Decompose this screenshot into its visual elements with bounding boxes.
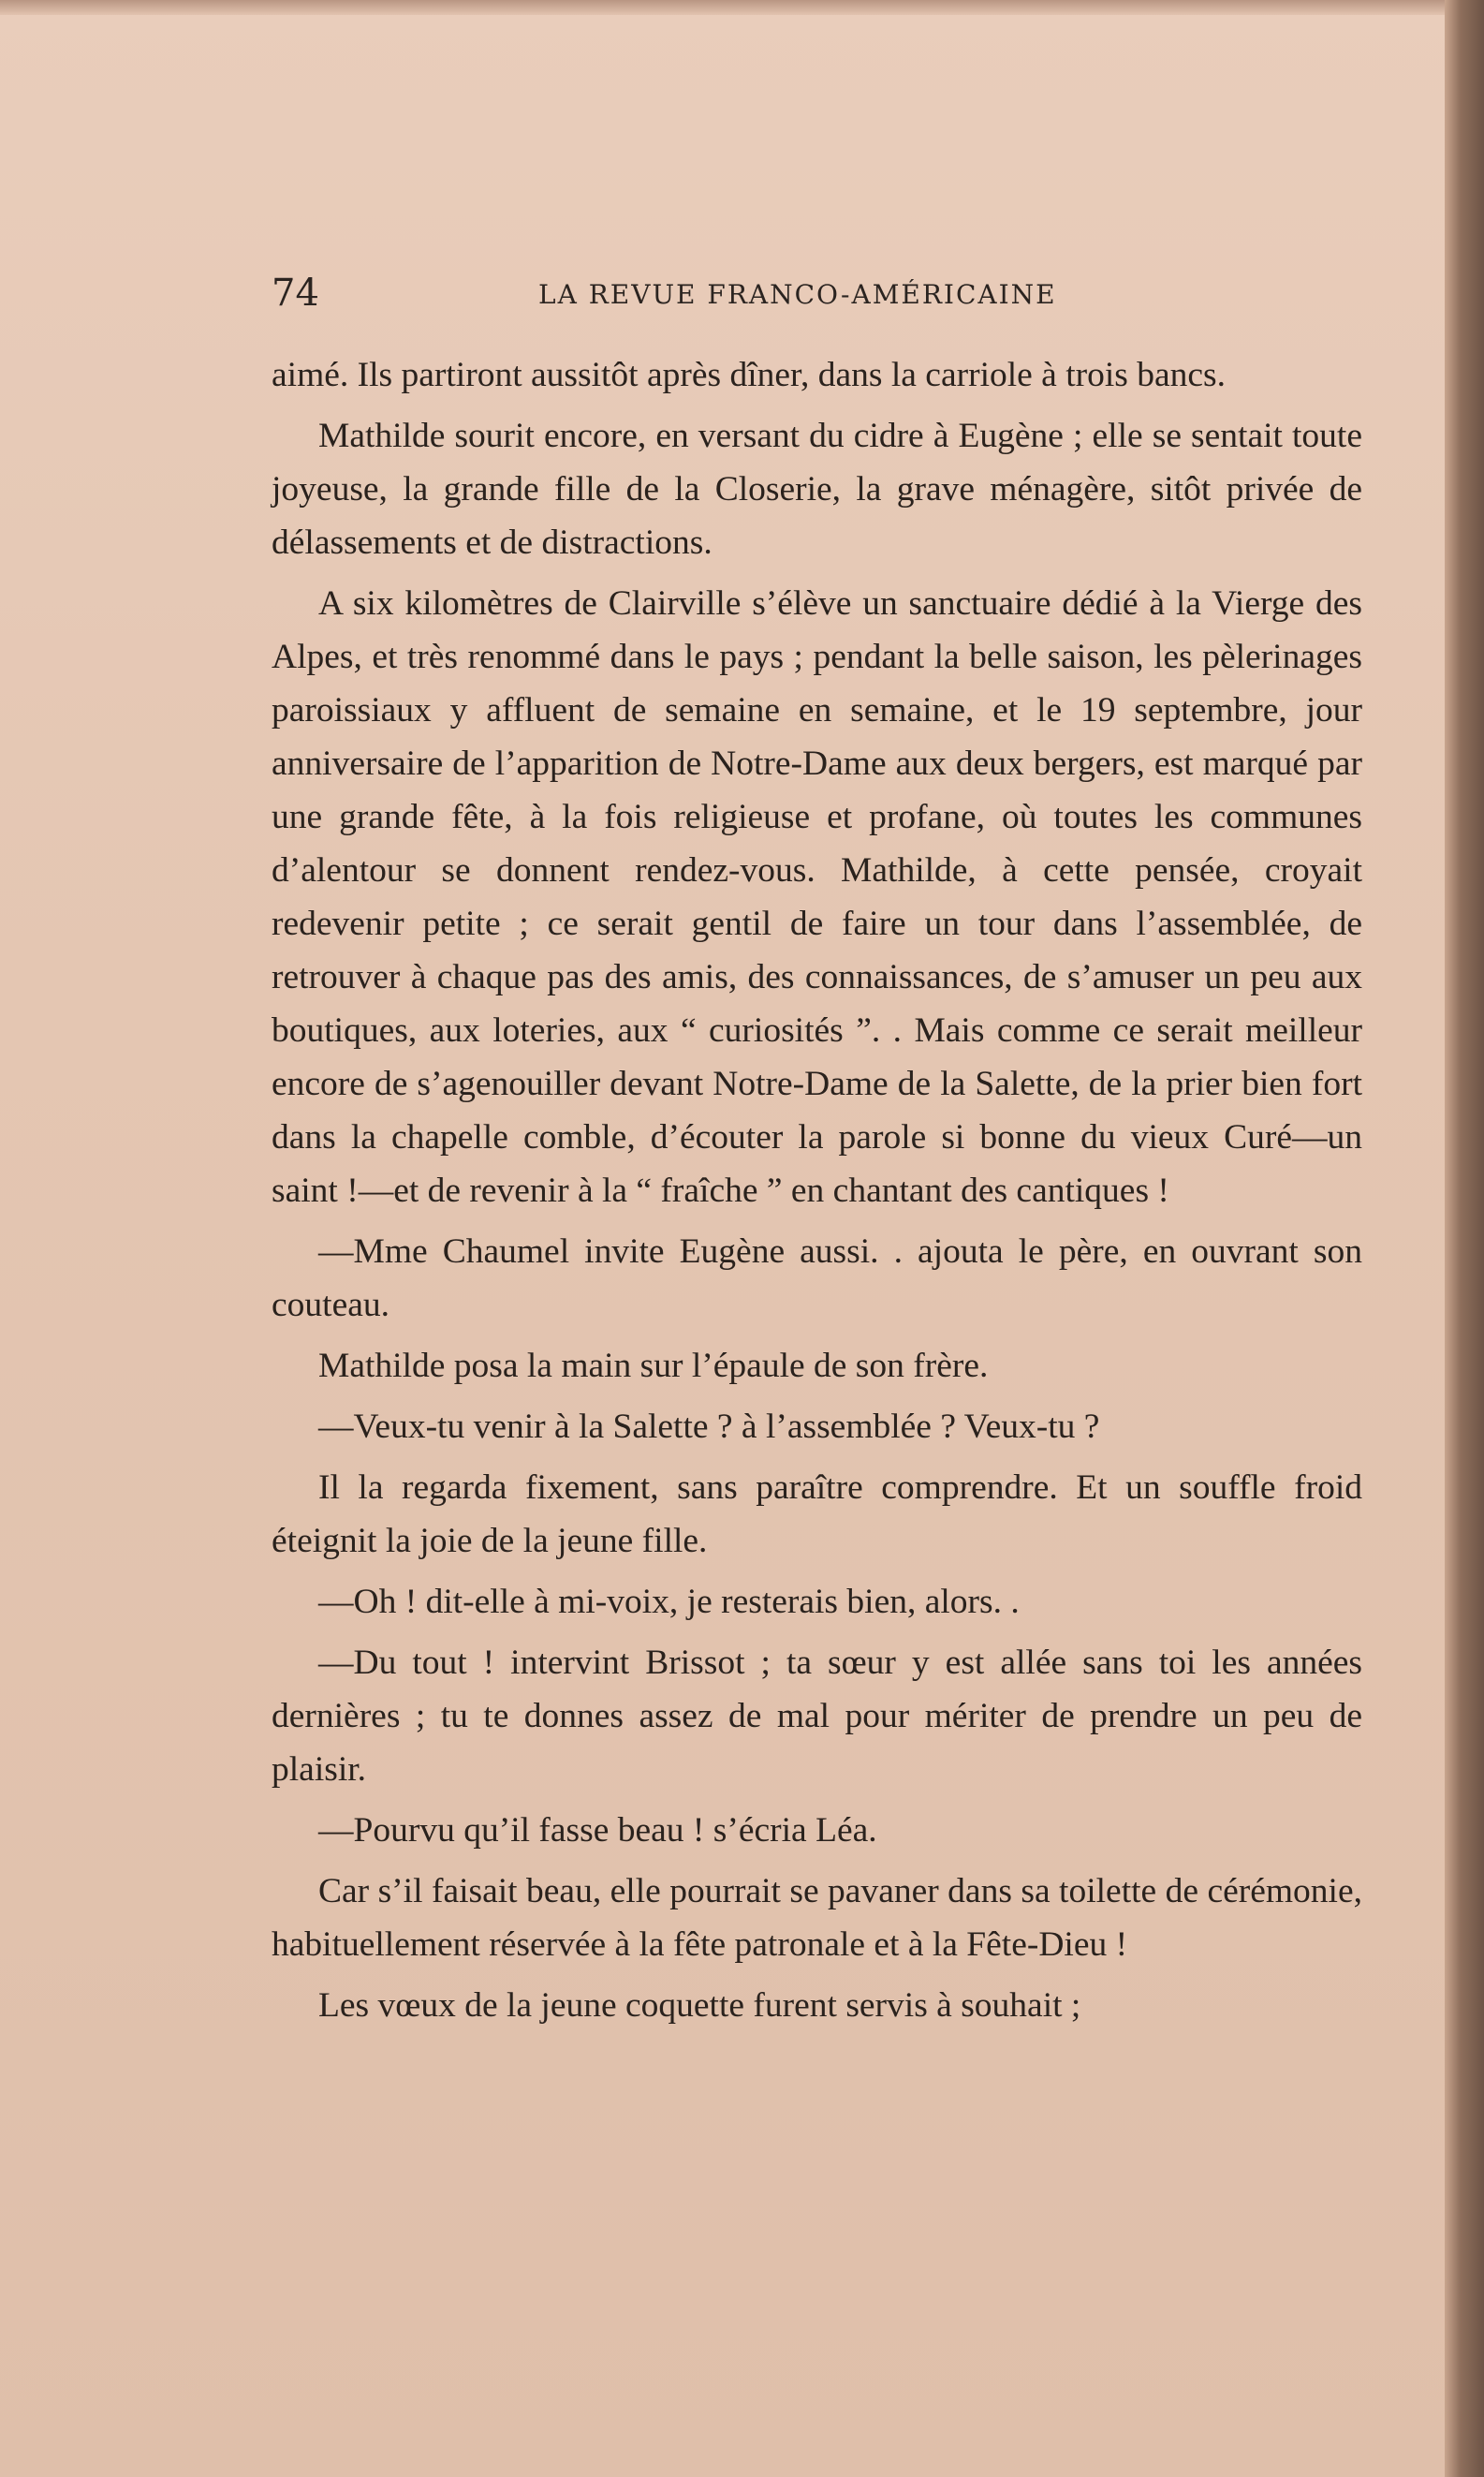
paragraph: Les vœux de la jeune coquette furent servis à souhait ; [318,1986,1081,2025]
page-header [272,272,1376,318]
paragraph: aimé. Ils partiront aussitôt après dîner, dans la carriole à trois bancs. [272,356,1227,394]
paragraph: —Mme Chaumel invite Eugène aussi. . ajouta le père, en ouvrant son couteau. [272,1232,1362,1324]
paragraph: —Oh ! dit-elle à mi-voix, je resterais bien, alors. . [318,1583,1020,1621]
paragraph: —Veux-tu venir à la Salette ? à l’assemblée ? Veux-tu ? [318,1408,1100,1446]
paragraph: Car s’il faisait beau, elle pourrait se pavaner dans sa toilette de cérémonie, habituellement réservée à la fête patronale et à la Fête-Dieu ! [272,1872,1362,1964]
body-text [272,348,1362,2040]
paragraph: —Du tout ! intervint Brissot ; ta sœur y est allée sans toi les années dernières ; tu te donnes assez de mal pour mériter de prendre un peu de plaisir. [272,1644,1362,1789]
page-binding-edge [1445,0,1484,2477]
paragraph: A six kilomètres de Clairville s’élève un sanctuaire dédié à la Vierge des Alpes, et très renommé dans le pays ; pendant la belle saison, les pèlerinages paroissiaux y affluent de semaine en semaine, et le 19 septembre, jour anniversaire de l’apparition de Notre-Dame aux deux bergers, est marqué par une grande fête, à la fois religieuse et profane, où toutes les communes d’alentour se donnent rendez-vous. Mathilde, à cette pensée, croyait redevenir petite ; ce serait gentil de faire un tour dans l’assemblée, de retrouver à chaque pas des amis, des connaissances, de s’amuser un peu aux boutiques, aux loteries, aux “ curiosités ”. . Mais comme ce serait meilleur encore de s’agenouiller devant Notre-Dame de la Salette, de la prier bien fort dans la chapelle comble, d’écouter la parole si bonne du vieux Curé—un saint !—et de revenir à la “ fraîche ” en chantant des cantiques ! [272,584,1362,1210]
page-number: 74 [272,272,319,315]
paragraph: Mathilde posa la main sur l’épaule de son frère. [318,1347,989,1385]
page-top-edge [0,0,1484,15]
paragraph: —Pourvu qu’il fasse beau ! s’écria Léa. [318,1811,877,1850]
paragraph: Mathilde sourit encore, en versant du cidre à Eugène ; elle se sentait toute joyeuse, la grande fille de la Closerie, la grave ménagère, sitôt privée de délassements et de distractions. [272,417,1362,562]
running-title: LA REVUE FRANCO-AMÉRICAINE [538,279,1057,310]
paragraph: Il la regarda fixement, sans paraître comprendre. Et un souffle froid éteignit la joie de la jeune fille. [272,1468,1362,1560]
